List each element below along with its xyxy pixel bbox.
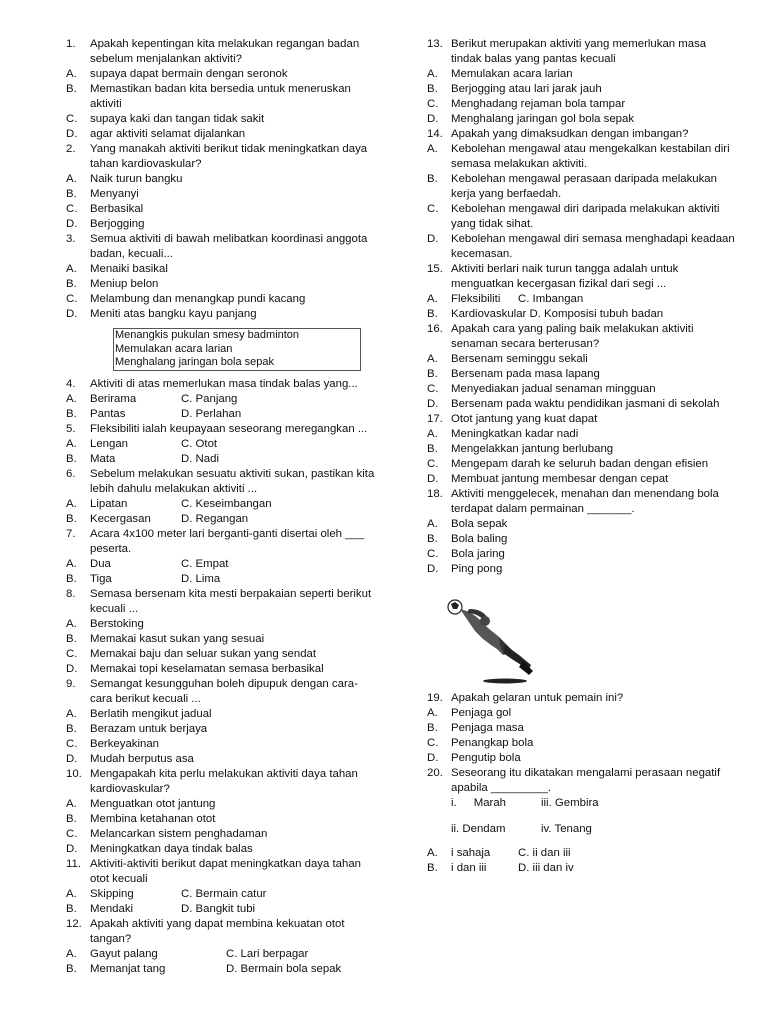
question-left2-4 [66,587,376,617]
option [427,397,737,412]
option-letter: D. [427,113,439,125]
question-text: Yang manakah aktiviti berikut tidak meningkatkan daya tahan kardiovaskular? [90,143,368,170]
option-letter: A. [427,143,438,155]
option-letter: B. [66,962,77,975]
option-letter: A. [66,437,77,450]
option [427,112,737,127]
option-text: Melancarkan sistem penghadaman [90,827,268,840]
option-text: Membuat jantung membesar dengan cepat [451,473,669,485]
option: D. Nadi [181,452,219,465]
option-text: Bola baling [451,533,508,545]
question-number: 9. [66,677,76,690]
question-number: 15. [427,263,443,275]
option [66,617,376,632]
option-letter: B. [66,572,77,585]
option [66,722,376,737]
option [66,662,376,677]
option [66,407,181,422]
option-text: Bersenam pada waktu pendidikan jasmani di sekolah [451,398,720,410]
roman-item: iv. Tenang [541,823,592,835]
option-row [66,407,376,422]
option-text: Bola jaring [451,548,505,560]
option [427,442,737,457]
option: D. Bangkit tubi [181,902,256,915]
option-text: Membina ketahanan otot [90,812,216,825]
option-text: Meningkatkan kadar nadi [451,428,579,440]
option-letter: C. [66,647,78,660]
option [427,307,737,322]
question-number: 14. [427,128,443,140]
option-text: Melambung dan menangkap pundi kacang [90,293,306,305]
option-letter: A. [427,293,438,305]
option [66,187,376,202]
option-text: Menyediakan jadual senaman mingguan [451,383,656,395]
option: C. Panjang [181,392,238,405]
option-letter: D. [66,752,78,765]
option-letter: B. [66,902,77,915]
option [66,737,376,752]
option-text: Berbasikal [90,203,144,215]
question-number: 5. [66,422,76,435]
option [427,232,737,262]
option [427,97,737,112]
option: D. Regangan [181,512,249,525]
question-number: 16. [427,323,443,335]
option-text: Menaiki basikal [90,263,168,275]
option-letter: A. [66,68,77,80]
option-text: Menguatkan otot jantung [90,797,216,810]
question-text: Berikut merupakan aktiviti yang memerlukan masa tindak balas yang pantas kecuali [451,38,707,65]
option-text: Meningkatkan daya tindak balas [90,842,253,855]
activity-item: Memulakan acara larian [115,342,233,355]
question-text: Aktiviti menggelecek, menahan dan menendang bola terdapat dalam permainan _______. [451,488,719,515]
option-text: supaya kaki dan tangan tidak sakit [90,113,265,125]
option [66,812,376,827]
option-letter: A. [66,617,77,630]
option-row [66,887,376,902]
option-text: Mata [90,452,116,465]
option-text: Memakai topi keselamatan semasa berbasikal [90,662,324,675]
question-text: Otot jantung yang kuat dapat [451,413,598,425]
option-text: Memastikan badan kita bersedia untuk meneruskan aktiviti [90,83,351,110]
option [427,736,737,751]
question-text: Apakah kepentingan kita melakukan regangan badan sebelum menjalankan aktiviti? [90,38,360,65]
option-text: Mengelakkan jantung berlubang [451,443,614,455]
roman-row [427,822,737,837]
question-right-3 [427,322,737,352]
question-text: Fleksibiliti ialah keupayaan seseorang meregangkan ... [90,422,368,435]
option [66,797,376,812]
option [427,427,737,442]
option: D. Lima [181,572,221,585]
option-letter: C. [66,203,78,215]
option-letter: C. [66,293,78,305]
option-text: Lengan [90,437,129,450]
option-letter: B. [66,83,77,95]
option-text: Mendaki [90,902,134,915]
question-text: Semua aktiviti di bawah melibatkan koordinasi anggota badan, kecuali... [90,233,368,260]
question-text: Aktiviti di atas memerlukan masa tindak balas yang... [90,377,358,390]
option-text: Skipping [90,887,134,900]
option [66,947,226,962]
option [66,437,181,452]
option-letter: C. [66,827,78,840]
option [427,457,737,472]
option-letter: A. [66,887,77,900]
option-letter: A. [66,797,77,810]
option [66,82,376,112]
option-letter: A. [66,557,77,570]
option-text: i dan iii [451,862,487,874]
option [427,67,737,82]
question-text: Mengapakah kita perlu melakukan aktiviti daya tahan kardiovaskular? [90,767,358,795]
option-text: Kecergasan [90,512,151,525]
question-number: 20. [427,767,443,779]
option-text: Memulakan acara larian [451,68,573,80]
right-column [427,37,737,876]
option [66,842,376,857]
question-left2-3 [66,527,376,557]
option-text: Meniti atas bangku kayu panjang [90,308,257,320]
option [66,67,376,82]
option-text: Lipatan [90,497,128,510]
option-letter: B. [66,407,77,420]
option-row [427,292,737,307]
option-letter: B. [427,533,438,545]
option-text: Berirama [90,392,137,405]
question-text: Seseorang itu dikatakan mengalami perasaan negatif apabila _________. [451,767,721,794]
option-text: Menghadang rejaman bola tampar [451,98,626,110]
option-letter: A. [66,497,77,510]
option-letter: B. [427,83,438,95]
option-letter: C. [427,98,439,110]
option-letter: B. [66,812,77,825]
option-row [66,512,376,527]
option-text: supaya dapat bermain dengan seronok [90,68,288,80]
option-text: Mudah berputus asa [90,752,194,765]
question-right-0 [427,37,737,67]
option-text: Gayut palang [90,947,158,960]
question-left2-6 [66,767,376,797]
option-text: Berazam untuk berjaya [90,722,208,735]
option-text: Bola sepak [451,518,508,530]
question-text: Acara 4x100 meter lari berganti-ganti disertai oleh ___ peserta. [90,527,365,555]
option-text: Berjogging [90,218,145,230]
option-letter: B. [66,278,77,290]
option-text: Kebolehan mengawal diri semasa menghadapi keadaan kecemasan. [451,233,735,260]
option [427,547,737,562]
option-letter: B. [427,308,438,320]
option [427,846,518,861]
option [66,292,376,307]
option-text: Penjaga gol [451,707,512,719]
question-left-0 [66,37,376,67]
option [427,292,518,307]
option-letter: B. [66,632,77,645]
option: D. iii dan iv [518,862,574,874]
option-letter: A. [427,707,438,719]
option [427,721,737,736]
option [66,557,181,572]
option-text: Dua [90,557,111,570]
option-row [66,572,376,587]
option [427,202,737,232]
option [66,902,181,917]
question-number: 6. [66,467,76,480]
option-text: Kebolehan mengawal atau mengekalkan kestabilan diri semasa melakukan aktiviti. [451,143,730,170]
option-text: Memanjat tang [90,962,166,975]
question-number: 1. [66,38,76,50]
question-left2-1 [66,422,376,437]
option-text: Menghalang jaringan gol bola sepak [451,113,635,125]
option [427,532,737,547]
spacer [427,837,737,846]
option-row [66,392,376,407]
option-letter: B. [427,368,438,380]
option-text: Bersenam seminggu sekali [451,353,588,365]
question-right-20 [427,766,737,796]
option-text: Meniup belon [90,278,159,290]
question-right-5 [427,487,737,517]
option-letter: A. [66,947,77,960]
option [66,752,376,767]
option [427,472,737,487]
option [66,277,376,292]
option [427,861,518,876]
question-left2-2 [66,467,376,497]
option-text: Berlatih mengikut jadual [90,707,212,720]
option-row [427,846,737,861]
option-letter: A. [66,392,77,405]
option-letter: A. [427,428,438,440]
option [427,367,737,382]
question-number: 8. [66,587,76,600]
option-row [66,497,376,512]
option-letter: B. [66,452,77,465]
roman-item [451,796,541,811]
question-text: Aktiviti-aktiviti berikut dapat meningkatkan daya tahan otot kecuali [90,857,361,885]
roman-row [427,796,737,811]
option [66,262,376,277]
option-text: Fleksibiliti [451,293,501,305]
option-letter: A. [427,68,438,80]
option [66,512,181,527]
option-text: Naik turun bangku [90,173,183,185]
option-text: Berstoking [90,617,144,630]
option-letter: A. [66,263,77,275]
option-text: Pengutip bola [451,752,521,764]
activity-item: Menangkis pukulan smesy badminton [115,329,300,341]
option [66,307,376,322]
roman-num: i. [451,797,457,809]
option-text: agar aktiviti selamat dijalankan [90,128,246,140]
option: C. Lari berpagar [226,947,309,960]
question-text: Sebelum melakukan sesuatu aktiviti sukan, pastikan kita lebih dahulu melakukan aktiviti ... [90,467,375,495]
question-text: Semangat kesungguhan boleh dipupuk dengan cara-cara berikut kecuali ... [90,677,358,705]
question-left2-7 [66,857,376,887]
option-row [66,452,376,467]
option-text: Berjogging atau lari jarak jauh [451,83,602,95]
question-number: 3. [66,233,76,245]
question-left-2 [66,232,376,262]
option [427,172,737,202]
question-right-4 [427,412,737,427]
option-row [66,947,376,962]
option: C. Keseimbangan [181,497,272,510]
option-letter: D. [427,398,439,410]
option-row [66,557,376,572]
option-text: Bersenam pada masa lapang [451,368,600,380]
option-letter: A. [427,847,438,859]
option-letter: B. [427,443,438,455]
option-letter: C. [427,548,439,560]
option-letter: A. [427,353,438,365]
spacer [427,811,737,820]
option-text: Mengepam darah ke seluruh badan dengan efisien [451,458,709,470]
question-number: 19. [427,692,443,704]
option-text: Berkeyakinan [90,737,160,750]
question-right-19 [427,691,737,706]
option-text: Kardiovaskular D. Komposisi tubuh badan [451,308,664,320]
option-text: Memakai baju dan seluar sukan yang sendat [90,647,317,660]
question-number: 4. [66,377,76,390]
option [66,707,376,722]
question-number: 2. [66,143,76,155]
left-column [66,37,376,977]
option: C. Bermain catur [181,887,267,900]
option [427,517,737,532]
question-text: Apakah yang dimaksudkan dengan imbangan? [451,128,689,140]
roman-item: ii. Dendam [451,823,506,835]
option-letter: D. [427,233,439,245]
option-letter: A. [66,707,77,720]
option [66,887,181,902]
option [427,562,737,577]
option-letter: C. [427,458,439,470]
option-letter: D. [66,218,78,230]
option [427,706,737,721]
option-letter: D. [66,128,78,140]
option: C. Empat [181,557,229,570]
option [66,827,376,842]
option-letter: B. [427,722,438,734]
roman-item: iii. Gembira [541,797,599,809]
option [427,142,737,172]
option [427,82,737,97]
question-left2-5 [66,677,376,707]
activity-box [113,328,361,371]
option-letter: A. [427,518,438,530]
option [66,392,181,407]
option [66,497,181,512]
option-letter: D. [427,752,439,764]
option-text: Kebolehan mengawal perasaan daripada melakukan kerja yang berfaedah. [451,173,717,200]
question-left2-8 [66,917,376,947]
option-text: Penjaga masa [451,722,524,734]
option [66,127,376,142]
option [427,751,737,766]
option-row [66,902,376,917]
option [427,382,737,397]
roman-text: Marah [473,797,506,809]
activity-item: Menghalang jaringan bola sepak [115,356,275,368]
option-letter: B. [427,862,438,874]
option-letter: D. [427,563,439,575]
option-row [66,962,376,977]
question-number: 10. [66,767,82,780]
option: C. Otot [181,437,218,450]
option-letter: C. [66,113,78,125]
question-number: 13. [427,38,443,50]
option-letter: D. [66,842,78,855]
option-text: Kebolehan mengawal diri daripada melakukan aktiviti yang tidak sihat. [451,203,720,230]
option-letter: C. [66,737,78,750]
option-letter: B. [66,512,77,525]
option [66,572,181,587]
option-letter: D. [427,473,439,485]
option-letter: A. [66,173,77,185]
question-number: 18. [427,488,443,500]
question-text: Aktiviti berlari naik turun tangga adalah untuk menguatkan kecergasan fizikal dari segi ... [451,263,679,290]
option-letter: B. [427,173,438,185]
option-letter: D. [66,308,78,320]
option [427,352,737,367]
option [66,112,376,127]
option-letter: C. [427,737,439,749]
question-left-1 [66,142,376,172]
option [66,647,376,662]
option-letter: C. [427,383,439,395]
option-row [66,437,376,452]
option: D. Bermain bola sepak [226,962,342,975]
question-number: 17. [427,413,443,425]
option-letter: B. [66,722,77,735]
option-letter: C. [427,203,439,215]
option-row [427,861,737,876]
option-text: Tiga [90,572,112,585]
option [66,202,376,217]
question-text: Apakah gelaran untuk pemain ini? [451,692,624,704]
option [66,452,181,467]
option-letter: B. [66,188,77,200]
option-text: Pantas [90,407,126,420]
option-text: Ping pong [451,563,503,575]
option-letter: D. [66,662,78,675]
option: C. ii dan iii [518,847,571,859]
question-right-2 [427,262,737,292]
goalkeeper-image [447,595,537,685]
question-text: Semasa bersenam kita mesti berpakaian seperti berikut kecuali ... [90,587,372,615]
question-left2-0 [66,377,376,392]
option-text: i sahaja [451,847,491,859]
question-text: Apakah cara yang paling baik melakukan aktiviti senaman secara berterusan? [451,323,694,350]
option [66,962,226,977]
question-number: 7. [66,527,76,540]
option [66,172,376,187]
option [66,217,376,232]
option [66,632,376,647]
option-text: Menyanyi [90,188,139,200]
option-text: Memakai kasut sukan yang sesuai [90,632,265,645]
question-number: 11. [66,857,81,870]
option: D. Perlahan [181,407,242,420]
question-number: 12. [66,917,82,930]
question-text: Apakah aktiviti yang dapat membina kekuatan otot tangan? [90,917,345,945]
question-right-1 [427,127,737,142]
option-text: Penangkap bola [451,737,534,749]
option: C. Imbangan [518,293,584,305]
